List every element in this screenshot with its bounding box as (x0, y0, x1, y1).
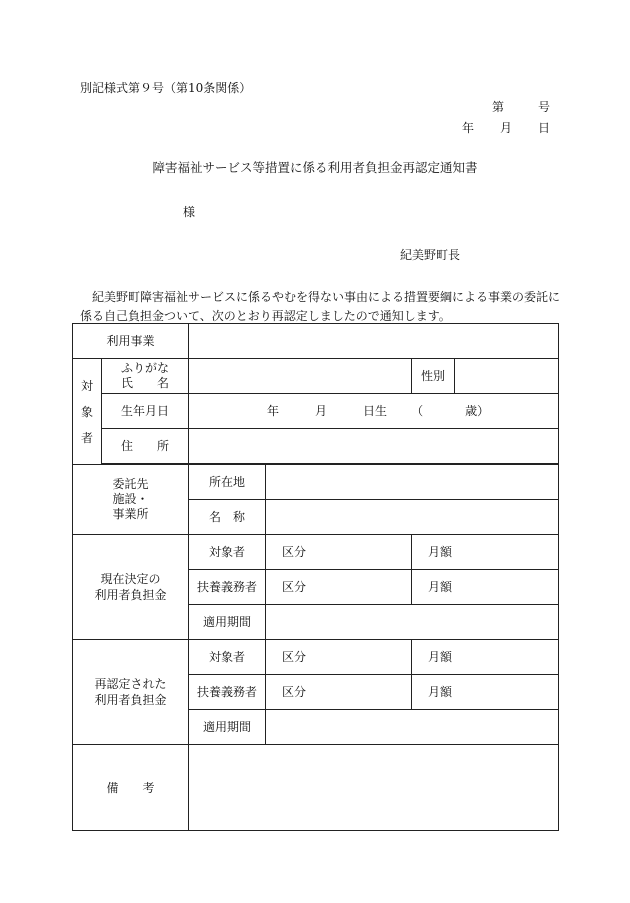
facility-group-line-3: 事業所 (112, 507, 149, 521)
full-name-label: 氏 名 (121, 376, 170, 390)
service-value (189, 324, 559, 359)
birthdate-value (189, 394, 559, 429)
document-number (492, 98, 550, 115)
body-line-2: 係る自己負担金ついて、次のとおり再認定しましたので通知します。 (80, 309, 451, 323)
gender-label: 性別 (412, 359, 455, 394)
subject-group-char-3: 者 (80, 430, 93, 445)
renew-subject-monthly: 月額 (412, 640, 559, 675)
age-open-paren: （ (411, 404, 424, 418)
subject-group-label (73, 359, 102, 465)
birth-year-label: 年 (267, 404, 280, 418)
subject-group-char-2: 象 (80, 404, 93, 419)
current-period-value (266, 605, 559, 640)
renew-guardian-monthly: 月額 (412, 675, 559, 710)
birthdate-row (73, 394, 559, 429)
current-guardian-label: 扶養義務者 (189, 570, 266, 605)
issuer: 紀美野町長 (400, 248, 461, 262)
age-label: 歳） (465, 404, 490, 418)
name-row (73, 359, 559, 394)
current-group-label (73, 535, 189, 640)
facility-group-line-2: 施設・ (112, 492, 149, 506)
current-guardian-category: 区分 (266, 570, 412, 605)
facility-location-value (266, 465, 559, 500)
birth-day-label: 日生 (363, 404, 388, 418)
renew-guardian-category: 区分 (266, 675, 412, 710)
renew-period-label: 適用期間 (189, 710, 266, 745)
facility-location-label: 所在地 (189, 465, 266, 500)
facility-group-line-1: 委託先 (112, 477, 149, 491)
furigana-label: ふりがな (121, 361, 170, 375)
remarks-value (189, 745, 559, 831)
remarks-row (73, 745, 559, 831)
renew-group-line-2: 利用者負担金 (94, 693, 167, 707)
current-period-label: 適用期間 (189, 605, 266, 640)
current-subject-category: 区分 (266, 535, 412, 570)
body-line-1: 紀美野町障害福祉サービスに係るやむを得ない事由による措置要綱による事業の委託に (92, 290, 561, 304)
body-text (80, 288, 560, 326)
addressee-suffix: 様 (183, 205, 196, 219)
renew-group-line-1: 再認定された (94, 677, 167, 691)
name-label (102, 359, 189, 394)
subject-group-char-1: 対 (80, 378, 93, 393)
current-group-line-1: 現在決定の (100, 572, 161, 586)
current-group-line-2: 利用者負担金 (94, 588, 167, 602)
address-value (189, 429, 559, 464)
renew-subject-label: 対象者 (189, 640, 266, 675)
remarks-label: 備 考 (73, 745, 189, 831)
document-number-suffix: 号 (537, 100, 550, 114)
address-label: 住 所 (102, 429, 189, 464)
renew-guardian-label: 扶養義務者 (189, 675, 266, 710)
document-title: 障害福祉サービス等措置に係る利用者負担金再認定通知書 (152, 160, 478, 175)
current-subject-row (73, 535, 559, 570)
birth-month-label: 月 (315, 404, 328, 418)
name-value (189, 359, 412, 394)
current-subject-label: 対象者 (189, 535, 266, 570)
renew-period-value (266, 710, 559, 745)
current-guardian-monthly: 月額 (412, 570, 559, 605)
birthdate-label: 生年月日 (102, 394, 189, 429)
document-number-prefix: 第 (491, 100, 504, 114)
date-year-label: 年 (461, 121, 474, 135)
date-day-label: 日 (537, 121, 550, 135)
service-row (73, 324, 559, 359)
gender-value (455, 359, 559, 394)
address-row (73, 429, 559, 464)
facility-location-row (73, 465, 559, 500)
renew-subject-category: 区分 (266, 640, 412, 675)
notification-table (72, 323, 559, 831)
facility-name-value (266, 500, 559, 535)
facility-group-label (73, 465, 189, 535)
renew-subject-row (73, 640, 559, 675)
issue-date (462, 119, 550, 136)
facility-name-label: 名 称 (189, 500, 266, 535)
service-label: 利用事業 (73, 324, 189, 359)
form-id: 別記様式第９号（第10条関係） (80, 81, 252, 95)
date-month-label: 月 (499, 121, 512, 135)
current-subject-monthly: 月額 (412, 535, 559, 570)
renew-group-label (73, 640, 189, 745)
